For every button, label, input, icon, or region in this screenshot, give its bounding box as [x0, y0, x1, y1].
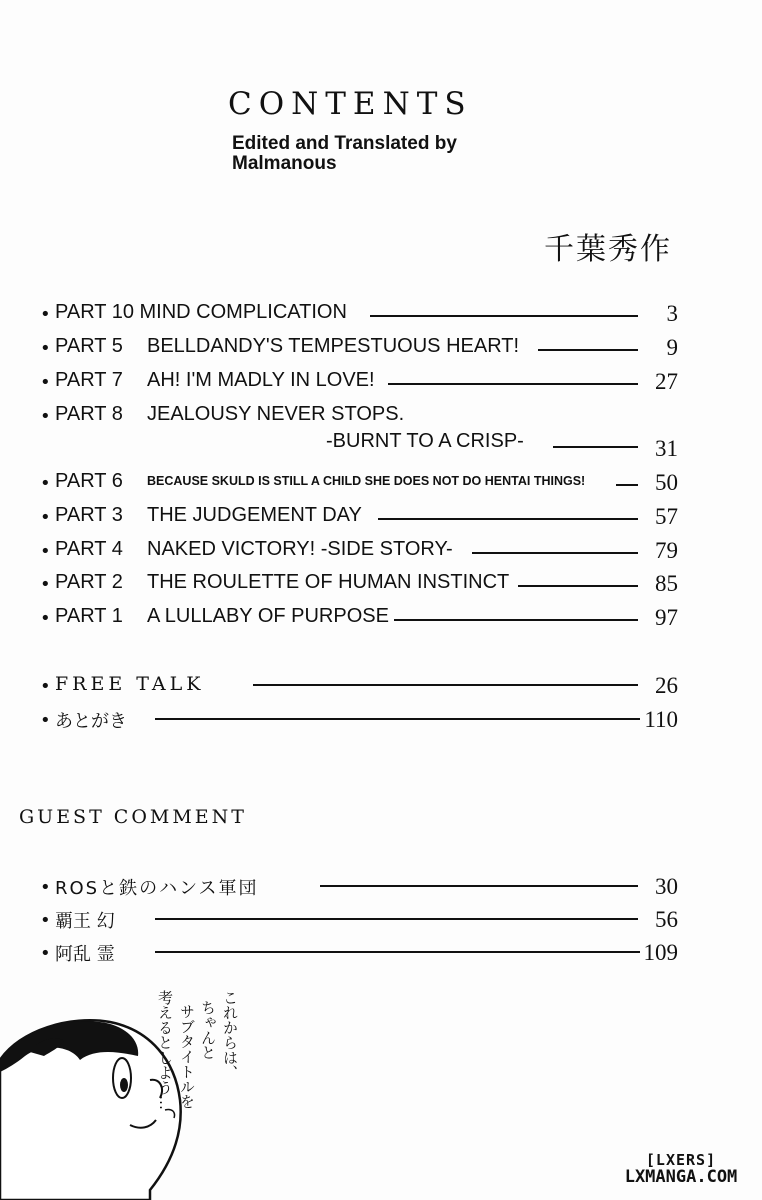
part-number: PART 10	[55, 301, 134, 323]
chapter-title: BECAUSE SKULD IS STILL A CHILD SHE DOES NOT DO HENTAI THINGS!	[147, 474, 586, 488]
entry-label: 覇王 幻	[55, 911, 115, 932]
toc-entry[interactable]	[40, 672, 684, 702]
toc-entry[interactable]	[40, 469, 684, 499]
bullet: •	[40, 877, 51, 898]
chapter-title: NAKED VICTORY! -SIDE STORY-	[147, 538, 453, 560]
dot-leader	[538, 349, 638, 351]
bullet: •	[40, 676, 51, 697]
chapter-title: AH! I'M MADLY IN LOVE!	[147, 369, 375, 391]
entry-label	[55, 369, 375, 392]
chapter-title: THE ROULETTE OF HUMAN INSTINCT	[147, 571, 510, 593]
dot-leader	[253, 684, 638, 686]
chapter-title: BELLDANDY'S TEMPESTUOUS HEART!	[147, 335, 520, 357]
page-number: 109	[643, 940, 678, 965]
bullet: •	[40, 507, 51, 528]
bullet: •	[40, 574, 51, 595]
page-number: 57	[655, 504, 678, 529]
toc-entry[interactable]	[40, 706, 684, 736]
entry-label	[55, 538, 453, 561]
entry-label	[55, 301, 347, 324]
page-number: 3	[666, 301, 678, 326]
credit	[232, 134, 457, 174]
part-number: PART 8	[55, 403, 123, 425]
page-number: 56	[655, 907, 678, 932]
entry-label	[55, 605, 389, 628]
bullet: •	[40, 372, 51, 393]
handwritten-note-line-2: ちゃんと	[199, 1000, 217, 1060]
page-number: 85	[655, 571, 678, 596]
dot-leader	[388, 383, 638, 385]
entry-label	[55, 470, 585, 493]
toc-entry[interactable]	[40, 368, 684, 398]
part-number: PART 6	[55, 470, 123, 492]
toc-entry[interactable]	[40, 604, 684, 634]
page-number: 26	[655, 673, 678, 698]
entry-label: あとがき	[55, 711, 127, 732]
toc-entry[interactable]	[40, 300, 684, 330]
character-doodle-illustration	[0, 960, 300, 1200]
dot-leader	[378, 518, 638, 520]
chapter-title: JEALOUSY NEVER STOPS.	[147, 403, 405, 425]
entry-label	[55, 571, 509, 594]
dot-leader	[518, 585, 638, 587]
handwritten-note-line-3: サブタイトルを	[178, 1004, 196, 1109]
toc-entry[interactable]	[40, 873, 684, 903]
dot-leader	[155, 951, 640, 953]
bullet: •	[40, 943, 51, 964]
chapter-title: A LULLABY OF PURPOSE	[147, 605, 389, 627]
toc-entry-continuation	[40, 436, 684, 466]
dot-leader	[320, 885, 638, 887]
page-number: 79	[655, 538, 678, 563]
page-number: 31	[655, 436, 678, 461]
chapter-subtitle: -BURNT TO A CRISP-	[326, 430, 524, 452]
bullet: •	[40, 304, 51, 325]
part-number: PART 1	[55, 605, 123, 627]
watermark-bottom: LXMANGA.COM	[624, 1167, 738, 1187]
handwritten-note-line-1: これからは、	[221, 990, 239, 1080]
bullet: •	[40, 338, 51, 359]
toc-entry[interactable]	[40, 906, 684, 936]
page-title: CONTENTS	[228, 86, 473, 122]
bullet: •	[40, 910, 51, 931]
part-number: PART 3	[55, 504, 123, 526]
toc-entry[interactable]	[40, 503, 684, 533]
watermark	[606, 1151, 756, 1187]
dot-leader	[155, 918, 638, 920]
bullet: •	[40, 473, 51, 494]
part-number: PART 4	[55, 538, 123, 560]
part-number: PART 5	[55, 335, 123, 357]
credit-line-1: Edited and Translated by	[232, 133, 457, 154]
toc-entry[interactable]	[40, 334, 684, 364]
bullet: •	[40, 608, 51, 629]
entry-label: 阿乱 霊	[55, 944, 115, 965]
entry-label	[55, 403, 404, 426]
entry-label	[55, 504, 362, 527]
dot-leader	[553, 446, 638, 448]
bullet: •	[40, 710, 51, 731]
page-number: 110	[644, 707, 678, 732]
credit-line-2: Malmanous	[232, 153, 337, 174]
handwritten-note-line-4: 考えるとしよう…	[156, 990, 174, 1110]
toc-entry[interactable]	[40, 402, 684, 432]
entry-label: FREE TALK	[55, 673, 205, 695]
page-number: 50	[655, 470, 678, 495]
part-number: PART 2	[55, 571, 123, 593]
page-number: 27	[655, 369, 678, 394]
dot-leader	[472, 552, 638, 554]
part-number: PART 7	[55, 369, 123, 391]
chapter-title: THE JUDGEMENT DAY	[147, 504, 362, 526]
guest-comment-heading: GUEST COMMENT	[19, 806, 247, 828]
entry-label: ROSと鉄のハンス軍団	[55, 878, 259, 899]
page-number: 9	[666, 335, 678, 360]
page-number: 97	[655, 605, 678, 630]
dot-leader	[370, 315, 638, 317]
watermark-top: [LXERS]	[645, 1151, 717, 1169]
bullet: •	[40, 406, 51, 427]
toc-entry[interactable]	[40, 570, 684, 600]
bullet: •	[40, 541, 51, 562]
dot-leader	[394, 619, 638, 621]
dot-leader	[616, 484, 638, 486]
toc-entry[interactable]	[40, 537, 684, 567]
page-number: 30	[655, 874, 678, 899]
chapter-title: MIND COMPLICATION	[139, 301, 347, 323]
entry-label	[55, 335, 519, 358]
dot-leader	[155, 718, 640, 720]
author-name: 千葉秀作	[544, 232, 672, 267]
